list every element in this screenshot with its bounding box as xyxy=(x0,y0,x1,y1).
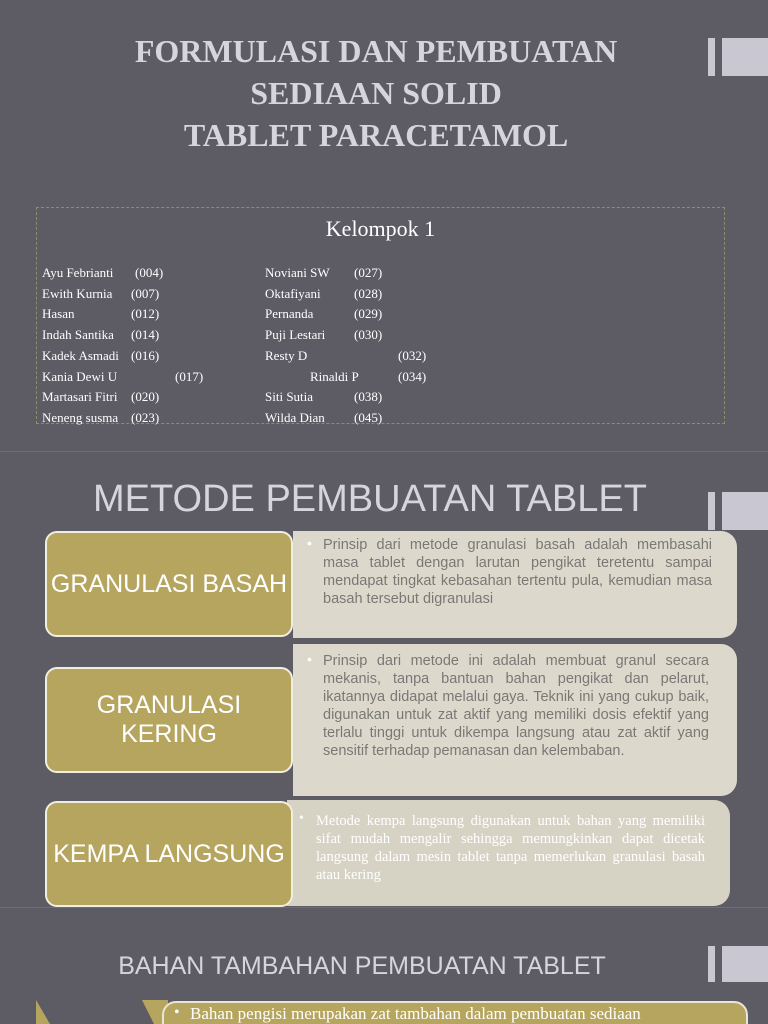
member-name: Ayu Febrianti xyxy=(42,265,114,280)
group-title: Kelompok 1 xyxy=(325,216,436,241)
member-name: Hasan xyxy=(42,306,75,321)
member-name: Indah Santika xyxy=(42,327,114,342)
slide-additives xyxy=(0,908,768,1024)
member-name: Resty D xyxy=(265,348,308,363)
method-name: KEMPA LANGSUNG xyxy=(53,839,285,868)
method-description: Prinsip dari metode ini adalah membuat granul secara mekanis, tanpa bantuan bahan pengikat dan pelarut, ikatannya didapat melalui gaya. Teknik ini yang cukup baik, digunakan untuk zat aktif yang memiliki dosis efektif yang terlalu tinggi untuk dikempa langsung atau zat aktif yang sensitif terhadap pemanasan dan kelembaban. xyxy=(323,653,709,759)
member-number: (032) xyxy=(398,348,427,363)
bullet-glyph: • xyxy=(307,535,312,551)
additive-description: Bahan pengisi merupakan zat tambahan dalam pembuatan sediaan xyxy=(190,1004,641,1023)
chevron-shape xyxy=(36,1000,168,1024)
member-number: (007) xyxy=(131,286,160,301)
title-line: SEDIAAN SOLID xyxy=(250,75,502,111)
method-name: GRANULASI BASAH xyxy=(50,569,288,598)
slide2-title: METODE PEMBUATAN TABLET xyxy=(93,478,647,520)
member-number: (027) xyxy=(354,265,383,280)
member-number: (028) xyxy=(354,286,383,301)
method-granulasi-kering xyxy=(45,667,293,773)
method-granulasi-basah xyxy=(45,531,293,637)
additive-description-box xyxy=(162,1001,748,1024)
bullet-glyph: • xyxy=(299,811,304,826)
member-number: (016) xyxy=(131,348,160,363)
member-number: (023) xyxy=(131,410,160,425)
member-number: (045) xyxy=(354,410,383,425)
member-name: Martasari Fitri xyxy=(42,389,118,404)
method-description-box xyxy=(293,644,737,796)
group-box xyxy=(36,207,725,424)
member-number: (038) xyxy=(354,389,383,404)
bullet-glyph: • xyxy=(174,1004,180,1021)
slide-decoration xyxy=(708,38,768,76)
title-line: TABLET PARACETAMOL xyxy=(183,117,569,153)
method-description-box xyxy=(287,800,730,906)
slide1-title xyxy=(60,30,692,156)
slide-title xyxy=(0,0,768,452)
member-name: Ewith Kurnia xyxy=(42,286,113,301)
method-kempa-langsung xyxy=(45,801,293,907)
member-name: Pernanda xyxy=(265,306,314,321)
member-number: (034) xyxy=(398,369,427,384)
member-number: (020) xyxy=(131,389,160,404)
method-name: GRANULASI KERING xyxy=(96,691,242,748)
member-name: Puji Lestari xyxy=(265,327,326,342)
member-name: Wilda Dian xyxy=(265,410,325,425)
slide-methods xyxy=(0,452,768,908)
member-name: Noviani SW xyxy=(265,265,330,280)
member-name: Oktafiyani xyxy=(265,286,321,301)
member-number: (012) xyxy=(131,306,160,321)
member-number: (004) xyxy=(135,265,164,280)
member-number: (030) xyxy=(354,327,383,342)
slide3-title: BAHAN TAMBAHAN PEMBUATAN TABLET xyxy=(118,952,606,980)
member-name: Siti Sutia xyxy=(265,389,314,404)
method-description: Metode kempa langsung digunakan untuk bahan yang memiliki sifat mudah mengalir sehingga memungkinkan dapat dicetak langsung dalam mesin tablet tanpa memerlukan granulasi basah atau kering xyxy=(316,813,705,883)
method-description: Prinsip dari metode granulasi basah adalah membasahi masa tablet dengan larutan pengikat teretentu sampai mendapat tingkat kebasahan tertentu pula, kemudian masa basah tersebut digranulasi xyxy=(323,537,712,607)
title-line: FORMULASI DAN PEMBUATAN xyxy=(134,33,618,69)
bullet-glyph: • xyxy=(307,651,312,667)
method-description-box xyxy=(293,531,737,638)
member-name: Kadek Asmadi xyxy=(42,348,119,363)
member-name: Rinaldi P xyxy=(310,369,359,384)
member-number: (017) xyxy=(175,369,204,384)
member-name: Kania Dewi U xyxy=(42,369,118,384)
member-name: Neneng susma xyxy=(42,410,119,425)
member-number: (029) xyxy=(354,306,383,321)
member-number: (014) xyxy=(131,327,160,342)
